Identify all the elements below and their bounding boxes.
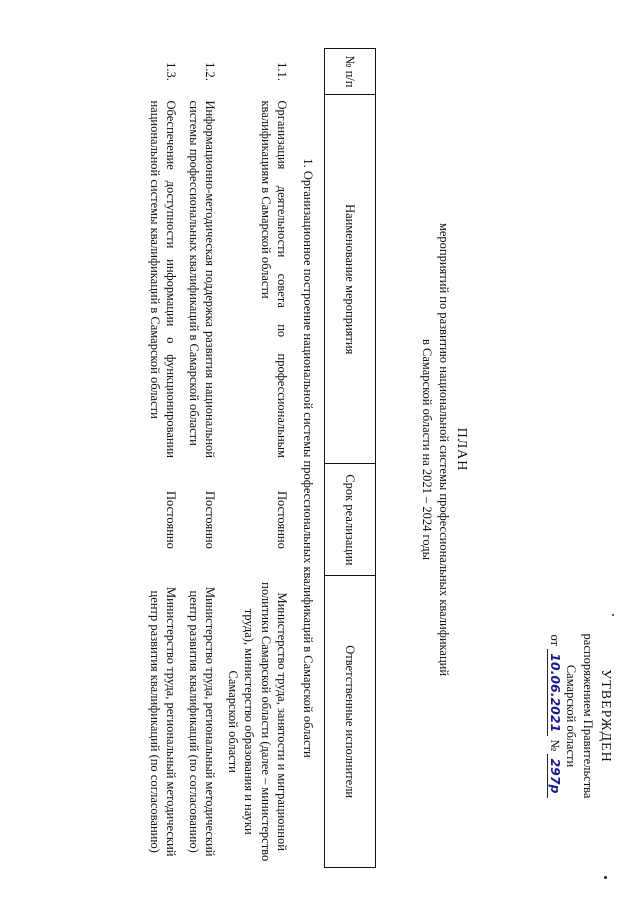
approval-stamp-block <box>546 566 614 866</box>
plan-subtitle-1: мероприятий по развитию национальной системы профессиональных квалификаций <box>436 222 451 677</box>
row-name: Организация деятельности совета по профессиональным квалификациям в Самарской области <box>259 100 290 458</box>
row-term: Постоянно <box>203 491 218 549</box>
header-responsible: Ответственные исполнители <box>325 576 376 868</box>
row-responsible: Министерство труда, региональный методический центр развития квалификаций (по согласованию) <box>187 586 218 857</box>
approval-date-number-line <box>546 566 563 866</box>
row-name: Обеспечение доступности информации о функционировании национальной системы квалификаций в Самарской области <box>148 100 179 458</box>
approval-number-handwritten: 297р <box>547 754 563 797</box>
row-num: 1.2. <box>203 62 218 81</box>
plan-heading <box>419 60 470 839</box>
table-row <box>222 49 294 868</box>
row-responsible: Министерство труда, занятости и миграционной политики Самарской области (далее – министерство труда), министерство образования и науки Самарской области <box>226 582 290 862</box>
approval-line-2: Самарской области <box>564 664 579 768</box>
row-responsible: Министерство труда, региональный методический центр развития квалификаций (по согласованию) <box>148 586 179 857</box>
plan-title: ПЛАН <box>454 427 469 472</box>
row-num: 1.3. <box>164 62 179 81</box>
approval-date-prefix: от <box>547 634 562 647</box>
plan-table <box>144 48 377 868</box>
scan-speck <box>612 614 614 616</box>
table-header-row <box>325 49 376 868</box>
approval-number-sign: № <box>547 739 562 752</box>
approval-line-1: распоряжением Правительства <box>580 633 595 799</box>
header-num: № п/п <box>325 49 376 95</box>
approval-title: УТВЕРЖДЕН <box>598 669 613 763</box>
section-title: 1. Организационное построение национальной системы профессиональных квалификаций в Самарской области <box>301 158 315 758</box>
table-row <box>144 49 183 868</box>
row-term: Постоянно <box>164 491 179 549</box>
table-row <box>183 49 222 868</box>
plan-subtitle-2: в Самарской области на 2021 – 2024 годы <box>420 339 435 560</box>
scan-speck <box>604 876 607 879</box>
header-term: Срок реализации <box>325 464 376 576</box>
approval-date-handwritten: 10.06.2021 <box>547 649 563 736</box>
section-row <box>294 49 325 868</box>
row-term: Постоянно <box>275 491 290 549</box>
row-name: Информационно-методическая поддержка развития национальной системы профессиональных квалификаций в Самарской области <box>187 100 218 458</box>
header-name: Наименование мероприятия <box>325 94 376 464</box>
row-num: 1.1. <box>275 62 290 81</box>
